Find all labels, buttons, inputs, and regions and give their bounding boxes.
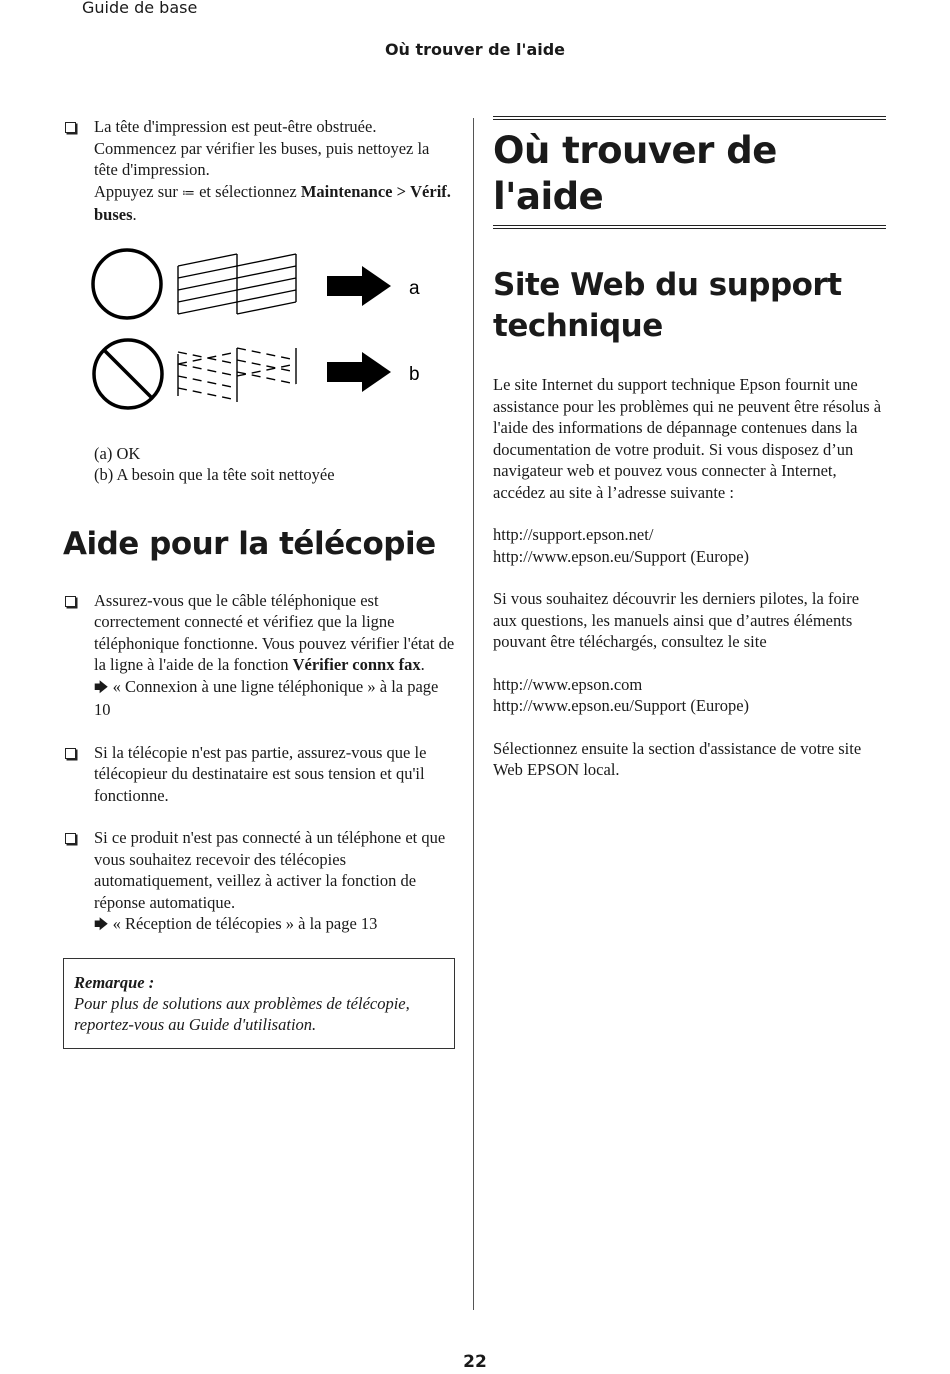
- right-column: [493, 116, 886, 781]
- checkbox-bullet-icon: [65, 122, 76, 133]
- checkbox-bullet-icon: [65, 748, 76, 759]
- select-text: et sélectionnez: [199, 181, 297, 201]
- running-header: Guide de base: [82, 0, 198, 17]
- note-box: [63, 958, 455, 1049]
- url-epson-com[interactable]: http://www.epson.com: [493, 674, 643, 694]
- url-epson-eu-support-2[interactable]: http://www.epson.eu/Support (Europe): [493, 696, 750, 715]
- fax-item-auto-answer: [63, 827, 455, 937]
- title-rule-bottom: [493, 225, 886, 229]
- ok-circle-icon: [93, 250, 161, 318]
- right-arrow-icon: 🡆: [94, 679, 109, 696]
- checkbox-bullet-icon: [65, 596, 76, 607]
- submenu-name: Vérif. buses: [94, 181, 451, 224]
- period: .: [420, 655, 425, 674]
- figure-label-b: b: [409, 363, 420, 385]
- ok-pattern: [93, 250, 420, 318]
- xref-link[interactable]: « Réception de télécopies » à la page 13: [112, 914, 378, 933]
- legend-b: (b) A besoin que la tête soit nettoyée: [94, 465, 335, 484]
- arrow-a-icon: [327, 266, 391, 306]
- url-support-epson-net[interactable]: http://support.epson.net/: [493, 525, 654, 544]
- xref-link[interactable]: « Connexion à une ligne téléphonique » à la page 10: [94, 676, 439, 719]
- menu-list-icon: ≔: [181, 185, 195, 201]
- menu-path: Maintenance >: [300, 181, 406, 201]
- fax-heading: Aide pour la télécopie: [63, 525, 436, 562]
- support-site-heading: Site Web du support technique: [493, 267, 842, 344]
- fax-item-cable: [63, 590, 455, 721]
- fax-item-text: Si la télécopie n'est pas partie, assurez-vous que le télécopieur du destinataire est sous tension et qu'il fonctionne.: [94, 742, 427, 805]
- arrow-b-icon: [327, 352, 391, 392]
- clogged-pattern: [94, 340, 420, 408]
- fax-item-text: Assurez-vous que le câble téléphonique est correctement connecté et vérifiez que la ligne téléphonique fonctionne. Vous pouvez vérifier l'état de la ligne à l'aide de la fonction: [94, 590, 455, 674]
- note-title: Remarque :: [74, 972, 155, 992]
- support-intro: Le site Internet du support technique Epson fournit une assistance pour les problèmes qui ne peuvent être résolus à l'aide des informations de dépannage contenues dans la documentation de votre produit. Si vous disposez d’un navigateur web et pouvez vous connecter à Internet, accédez au site à l’adresse suivante :: [493, 375, 882, 502]
- checkbox-bullet-icon: [65, 833, 76, 844]
- url-epson-eu-support[interactable]: http://www.epson.eu/Support (Europe): [493, 546, 750, 566]
- fax-check-function: Vérifier connx fax: [292, 655, 421, 674]
- nozzle-check-figure: [87, 244, 432, 419]
- nozzle-check-item: [63, 116, 455, 226]
- chapter-title: Où trouver de l'aide: [493, 129, 777, 218]
- fax-item-not-sent: [63, 742, 455, 807]
- left-column: [63, 116, 455, 1049]
- figure-label-a: a: [409, 277, 420, 299]
- legend-a: (a) OK: [94, 443, 141, 463]
- page-number: 22: [463, 1352, 487, 1372]
- period: .: [132, 205, 137, 224]
- note-body: Pour plus de solutions aux problèmes de télécopie, reportez-vous au Guide d'utilisation.: [74, 993, 410, 1034]
- select-section-paragraph: Sélectionnez ensuite la section d'assistance de votre site Web EPSON local.: [493, 738, 862, 779]
- press-text: Appuyez sur: [94, 181, 178, 201]
- drivers-paragraph: Si vous souhaitez découvrir les derniers pilotes, la foire aux questions, les manuels ainsi que d’autres éléments pouvant être téléchargés, consultez le site: [493, 589, 860, 651]
- column-divider: [473, 118, 474, 1310]
- right-arrow-icon: 🡆: [94, 917, 109, 933]
- section-header: Où trouver de l'aide: [384, 40, 566, 59]
- figure-legend: [63, 443, 455, 486]
- fax-item-text: Si ce produit n'est pas connecté à un téléphone et que vous souhaitez recevoir des télécopies automatiquement, veillez à activer la fonction de réponse automatique.: [94, 828, 446, 912]
- nozzle-text: La tête d'impression est peut-être obstruée. Commencez par vérifier les buses, puis nettoyez la tête d'impression.: [94, 117, 430, 179]
